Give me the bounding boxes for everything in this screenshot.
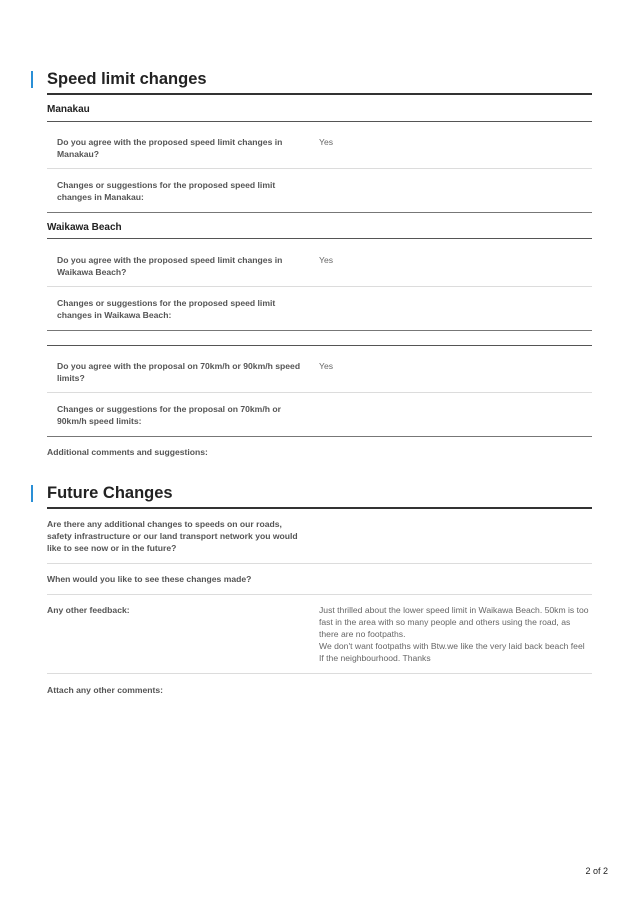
question-row: [47, 564, 592, 595]
group-heading-manakau: Manakau: [47, 104, 592, 122]
answer-value: Yes: [319, 255, 334, 265]
question-label: Changes or suggestions for the proposed speed limit changes in Manakau:: [57, 180, 276, 202]
group-heading-general: [47, 331, 592, 346]
question-label: Are there any additional changes to speeds on our roads, safety infrastructure or our land transport network you would like to see now or in the future?: [47, 519, 298, 553]
answer-value: Yes: [319, 361, 334, 371]
question-row: [47, 169, 592, 213]
feedback-answer: [319, 604, 591, 664]
section-title-future: [47, 484, 592, 509]
additional-comments-label: Additional comments and suggestions:: [47, 447, 208, 457]
section-accent-bar: [31, 71, 33, 88]
question-label: Do you agree with the proposal on 70km/h or 90km/h speed limits?: [57, 361, 301, 383]
answer-value: Yes: [319, 137, 334, 147]
section-title-text: Speed limit changes: [47, 70, 207, 88]
question-label: Do you agree with the proposed speed limit changes in Manakau?: [57, 137, 283, 159]
question-row: [47, 287, 592, 331]
question-row: [47, 595, 592, 674]
question-label: Changes or suggestions for the proposed speed limit changes in Waikawa Beach:: [57, 298, 276, 320]
page-number: 2 of 2: [585, 866, 608, 876]
question-row: [47, 510, 592, 564]
attach-comments-label: Attach any other comments:: [47, 685, 164, 695]
section-accent-bar: [31, 485, 33, 502]
section-title-speed-limit: [47, 70, 592, 95]
question-row: [47, 346, 592, 393]
question-label: Do you agree with the proposed speed limit changes in Waikawa Beach?: [57, 255, 283, 277]
section-title-text: Future Changes: [47, 484, 173, 502]
question-label: Any other feedback:: [47, 605, 130, 615]
question-row: [47, 122, 592, 169]
question-label: Changes or suggestions for the proposal on 70km/h or 90km/h speed limits:: [57, 404, 281, 426]
question-row: [47, 239, 592, 287]
group-heading-waikawa: Waikawa Beach: [47, 222, 592, 239]
feedback-paragraph: We don't want footpaths with Btw.we like the very laid back beach feel If the neighbourhood. Thanks: [319, 641, 585, 663]
feedback-paragraph: Just thrilled about the lower speed limit in Waikawa Beach. 50km is too fast in the area with so many people and others using the road, as there are no footpaths.: [319, 605, 589, 639]
question-label: When would you like to see these changes made?: [47, 574, 252, 584]
question-row: [47, 393, 592, 437]
